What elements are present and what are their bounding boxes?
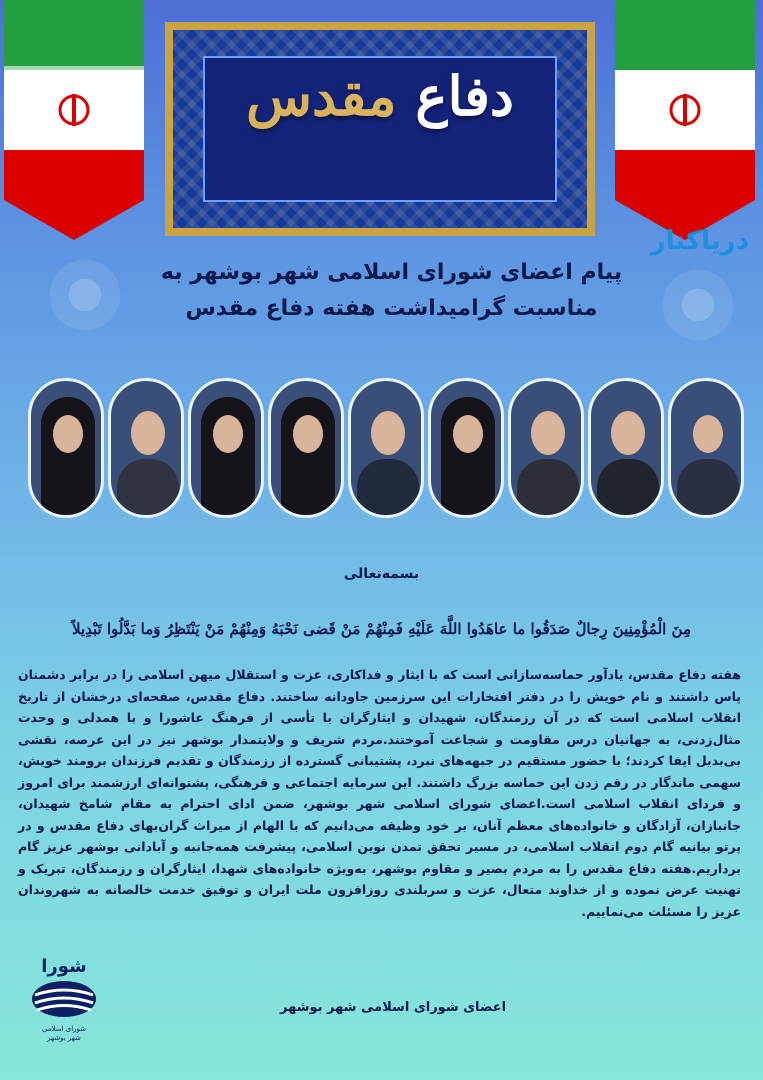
daryakenar-logo: دریاکنار	[650, 226, 749, 256]
member-photo	[268, 378, 344, 518]
council-members-photos	[24, 378, 744, 523]
banner-title-part2: مقدس	[246, 64, 397, 128]
member-photo	[588, 378, 664, 518]
council-logo-word: شورا	[41, 956, 87, 977]
member-photo	[188, 378, 264, 518]
iran-flag-left	[4, 0, 144, 240]
signature: اعضای شورای اسلامی شهر بوشهر	[280, 1000, 507, 1015]
member-photo	[668, 378, 744, 518]
member-photo	[508, 378, 584, 518]
council-logo-sub1: شورای اسلامی	[41, 1025, 87, 1033]
headline-line1: پیام اعضای شورای اسلامی شهر بوشهر به	[160, 260, 623, 285]
banner-title	[173, 64, 587, 128]
council-logo-sub2: شهر بوشهر	[47, 1034, 81, 1042]
defa-moqaddas-banner	[165, 22, 595, 236]
council-logo-emblem-icon	[29, 977, 99, 1021]
headline-line2: مناسبت گرامیداشت هفته دفاع مقدس	[185, 296, 598, 321]
message-body: هفته دفاع مقدس، یادآور حماسه‌سازانی است که با ایثار و فداکاری، عزت و استقلال میهن اسلامی را در برابر دشمنان پاس داشتند و نام خویش را در دفتر افتخارات این سرزمین جاودانه ساختند. دفاع مقدس، صفحه‌ای درخشان از تاریخ انقلاب اسلامی است که در آن رزمندگان، شهیدان و ایثارگران با تأسی از فرهنگ عاشورا و با همدلی و وحدت مثال‌زدنی، به جهانیان درس مقاومت و شجاعت آموختند.مردم شریف و ولایتمدار بوشهر نیز در این عرصه، نقشی بی‌بدیل ایفا کردند؛ با حضور مستقیم در جبهه‌های نبرد، پشتیبانی گسترده از رزمندگان و تقدیم فرزندان برومند خویش، سهمی ماندگار در رقم زدن این حماسه بزرگ داشتند. این سرمایه اجتماعی و فرهنگی، پشتوانه‌ای ارزشمند برای امروز و فردای انقلاب اسلامی است.اعضای شورای اسلامی شهر بوشهر، ضمن ادای احترام به مقام شامخ شهیدان، جانبازان، آزادگان و خانواده‌های معظم آنان، بر خود وظیفه می‌دانیم که با الهام از میراث گران‌بهای دفاع مقدس و در پرتو بیانیه گام دوم انقلاب اسلامی، در مسیر تحقق تمدن نوین اسلامی، پیشرفت همه‌جانبه و آبادانی بوشهر عزیز گام برداریم.هفته دفاع مقدس را به مردم بصیر و مقاوم بوشهر، به‌ویژه خانواده‌های شهدا، ایثارگران و رزمندگان، تبریک و تهنیت عرض نموده و از خداوند متعال، عزت و سربلندی روزافزون ملت ایران و توفیق خدمت خالصانه به شهروندان عزیز را مسئلت می‌نماییم.	[18, 667, 741, 919]
banner-title-part1: دفاع	[415, 64, 514, 128]
quran-verse: مِنَ الْمُؤْمِنِینَ رِجالٌ صَدَقُوا ما عاهَدُوا اللَّهَ عَلَیْهِ فَمِنْهُمْ مَنْ قَضی نَحْبَهُ وَمِنْهُمْ مَنْ یَنْتَظِرُ وَما بَدَّلُوا تَبْدِیلاً	[72, 620, 691, 638]
member-photo	[108, 378, 184, 518]
headline	[110, 255, 673, 327]
council-logo	[24, 956, 104, 1066]
bismillah: بسمه‌تعالی	[343, 566, 420, 582]
iran-flag-right	[615, 0, 755, 240]
member-photo	[428, 378, 504, 518]
member-photo	[348, 378, 424, 518]
member-photo	[28, 378, 104, 518]
